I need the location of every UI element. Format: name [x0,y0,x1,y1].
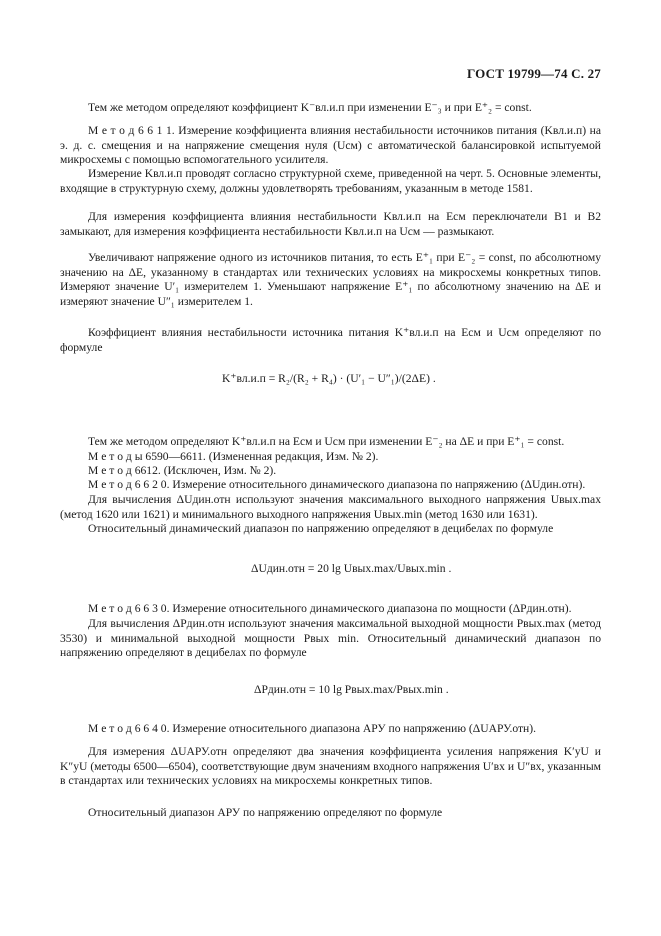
formula-du-din: ΔUдин.отн = 20 lg Uвых.max/Uвых.min . [251,562,452,575]
paragraph-3: Измерение Kвл.и.п проводят согласно структурной схеме, приведенной на черт. 5. Основные элементы, входящие в структурную схему, должны удовлетворять требованиям, указанным в методе 1581. [60,167,601,195]
paragraph-11: Для вычисления ΔUдин.отн используют значения максимального выходного напряжения Uвых.max (метод 1620 или 1621) и минимального выходного напряжения Uвых.min (метод 1630 или 1631). [60,493,601,521]
formula-kvlip: K⁺вл.и.п = R₂/(R₂ + R₄) · (U′₁ − U″₁)/(2ΔE) . [222,372,436,385]
paragraph-method-6620: М е т о д 6 6 2 0. Измерение относительного динамического диапазона по напряжению (ΔUдин.отн). [88,478,586,491]
paragraph-14: Для вычисления ΔPдин.отн используют значения максимальной выходной мощности Pвых.max (метод 3530) и минимальной выходной мощности Pвых min. Относительный динамический диапазон по напряжению определяют в децибелах по формуле [60,617,601,659]
paragraph-1: Тем же методом определяют коэффициент K⁻вл.и.п при изменении E⁻₃ и при E⁺₂ = const. [88,101,532,114]
paragraph-12: Относительный динамический диапазон по напряжению определяют в децибелах по формуле [88,522,554,535]
paragraph-16: Для измерения ΔUАРУ.отн определяют два значения коэффициента усиления напряжения K′yU и K″yU (методы 6500—6504), соответствующие двум значениям входного напряжения U′вх и U″вх, указанным в стандартах или технических условиях на микросхемы конкретных типов. [60,745,601,787]
paragraph-17: Относительный диапазон АРУ по напряжению определяют по формуле [88,806,443,819]
page-header: ГОСТ 19799—74 С. 27 [467,66,601,81]
paragraph-method-6612: М е т о д 6612. (Исключен, Изм. № 2). [88,464,277,477]
paragraph-7: Тем же методом определяют K⁺вл.и.п на Eсм и Uсм при изменении E⁻₂ на ΔE и при E⁺₁ = const. [88,435,565,448]
paragraph-methods-6590-6611: М е т о д ы 6590—6611. (Измененная редакция, Изм. № 2). [88,450,379,463]
paragraph-method-6640: М е т о д 6 6 4 0. Измерение относительного диапазона АРУ по напряжению (ΔUАРУ.отн). [88,722,537,735]
paragraph-6: Коэффициент влияния нестабильности источника питания K⁺вл.и.п на Eсм и Uсм определяют по формуле [60,326,601,354]
paragraph-4: Для измерения коэффициента влияния нестабильности Kвл.и.п на Eсм переключатели B1 и B2 замыкают, для измерения коэффициента нестабильности Kвл.и.п на Uсм — размыкают. [60,210,601,238]
paragraph-5: Увеличивают напряжение одного из источников питания, то есть E⁺₁ при E⁻₂ = const, по абсолютному значению на ΔE, указанному в стандартах или технических условиях на микросхемы конкретных типов. Измеряют значение U′₁ измерителем 1. Уменьшают напряжение E⁺₁ по абсолютному значению на ΔE и измеряют значение U″₁ измерителем 1. [60,251,601,308]
paragraph-method-6630: М е т о д 6 6 3 0. Измерение относительного динамического диапазона по мощности (ΔPдин.отн). [88,602,572,615]
paragraph-method-6611: М е т о д 6 6 1 1. Измерение коэффициента влияния нестабильности источников питания (Kвл.и.п) на э. д. с. смещения и на напряжение смещения нуля (Uсм) с автоматической балансировкой испытуемой микросхемы с помощью вспомогательного усилителя. [60,124,601,166]
formula-dp-din: ΔPдин.отн = 10 lg Pвых.max/Pвых.min . [254,683,449,696]
